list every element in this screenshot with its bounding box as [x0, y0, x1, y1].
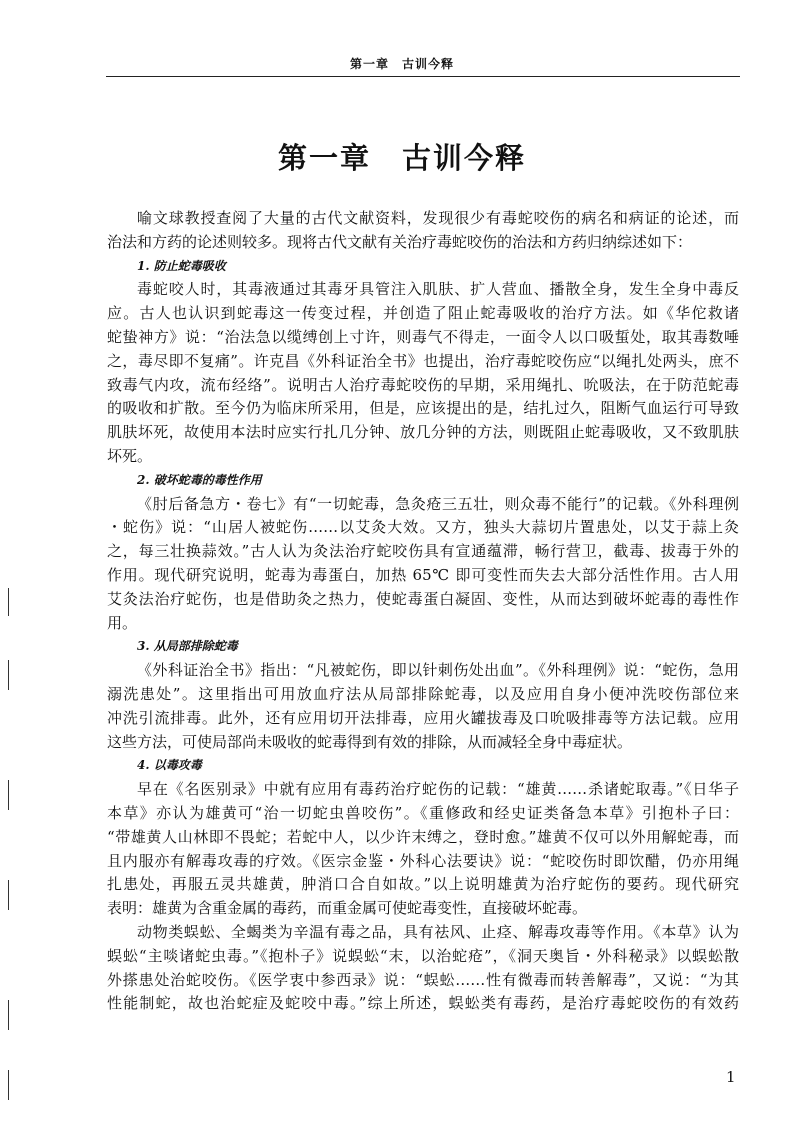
scan-artifact [8, 660, 9, 690]
section-heading [107, 469, 739, 493]
heading-text: 4. 以毒攻毒 [137, 758, 202, 773]
text-line: 冲洗引流排毒。此外，还有应用切开法排毒，应用火罐拔毒及口吮吸排毒等方法记载。应用 [107, 708, 739, 727]
text-line: 性能制蛇，故也治蛇症及蛇咬中毒。”综上所述，蜈蚣类有毒药，是治疗毒蛇咬伤的有效药 [107, 994, 739, 1013]
text-line: 致毒气内攻，流布经络”。说明古人治疗毒蛇咬伤的早期，采用绳扎、吮吸法，在于防范蛇毒 [107, 375, 739, 394]
text-line: 坏死。 [107, 446, 153, 465]
scan-artifact [8, 780, 9, 810]
text-line: 之，毒尽即不复痛”。许克昌《外科证治全书》也提出，治疗毒蛇咬伤应“以绳扎处两头，庶不 [107, 351, 739, 370]
paragraph [107, 278, 739, 468]
text-line: 本草》亦认为雄黄可“治一切蛇虫兽咬伤”。《重修政和经史证类备急本草》引抱朴子曰： [107, 803, 739, 822]
heading-text: 1. 防止蛇毒吸收 [137, 258, 226, 273]
scan-artifact [8, 1000, 9, 1030]
text-line: ・蛇伤》说：“山居人被蛇伤……以艾灸大效。又方，独头大蒜切片置患处，以艾于蒜上灸 [107, 518, 739, 537]
text-line: 表明：雄黄为含重金属的毒药，而重金属可使蛇毒变性，直接破坏蛇毒。 [107, 899, 588, 918]
text-line: “带雄黄人山林即不畏蛇；若蛇中人，以少许末缚之，登时愈。”雄黄不仅可以外用解蛇毒，而 [107, 827, 739, 846]
text-line: 治法和方药的论述则较多。现将古代文献有关治疗毒蛇咬伤的治法和方药归纳综述如下： [107, 232, 693, 251]
text-line: 作用。现代研究说明，蛇毒为毒蛋白，加热 65℃ 即可变性而失去大部分活性作用。古人用 [107, 565, 739, 584]
text-line: 的吸收和扩散。至今仍为临床所采用，但是，应该提出的是，结扎过久，阻断气血运行可导致 [107, 399, 739, 418]
text-line: 外搽患处治蛇咬伤。《医学衷中参西录》说：“蜈蚣……性有微毒而转善解毒”，又说：“为其 [107, 970, 739, 989]
text-line: 这些方法，可使局部尚未吸收的蛇毒得到有效的排除，从而减轻全身中毒症状。 [107, 732, 633, 751]
heading-text: 3. 从局部排除蛇毒 [137, 639, 238, 654]
section-heading [107, 635, 739, 659]
text-line: 且内服亦有解毒攻毒的疗效。《医宗金鉴・外科心法要诀》说：“蛇咬伤时即饮醋，仍亦用绳 [107, 851, 739, 870]
text-line: 之，每三壮换蒜效。”古人认为灸法治疗蛇咬伤具有宣通蕴滞，畅行营卫，截毒、拔毒于外的 [107, 542, 739, 561]
text-line: 艾灸法治疗蛇伤，也是借助灸之热力，使蛇毒蛋白凝固、变性，从而达到破坏蛇毒的毒性作 [107, 589, 739, 608]
text-line: 扎患处，再服五灵共雄黄，肿消口合自如故。”以上说明雄黄为治疗蛇伤的要药。现代研究 [107, 875, 739, 894]
section-heading [107, 754, 739, 778]
text-line: 早在《名医别录》中就有应用有毒药治疗蛇伤的记载：“雄黄……杀诸蛇取毒。”《日华子 [137, 780, 739, 799]
paragraph [107, 493, 739, 636]
text-line: 肌肤坏死，故使用本法时应实行扎几分钟、放几分钟的方法，则既阻止蛇毒吸收，又不致肌肤 [107, 423, 739, 442]
text-line: 蛇蛰神方》说：“治法急以缆缚创上寸许，则毒气不得走，一面令人以口吸蜇处，取其毒数唾 [107, 327, 739, 346]
heading-text: 2. 破坏蛇毒的毒性作用 [137, 472, 262, 487]
text-line: 用。 [107, 613, 138, 632]
text-line: 喻文球教授查阅了大量的古代文献资料，发现很少有毒蛇咬伤的病名和病证的论述，而 [137, 209, 739, 227]
scan-artifact [8, 1070, 9, 1100]
scan-artifact [8, 880, 9, 910]
text-line: 《肘后备急方・卷七》有“一切蛇毒，急灸疮三五壮，则众毒不能行”的记载。《外科理例 [137, 494, 739, 513]
paragraph [107, 659, 739, 754]
paragraph [107, 207, 739, 255]
text-line: 《外科证治全书》指出：“凡被蛇伤，即以针刺伤处出血”。《外科理例》说：“蛇伤，急用 [137, 661, 739, 680]
page-number: 1 [726, 1068, 736, 1086]
running-head: 第一章 古训今释 [349, 57, 454, 71]
text-line: 应。古人也认识到蛇毒这一传变过程，并创造了阻止蛇毒吸收的治疗方法。如《华佗救诸 [107, 304, 739, 323]
body-text [107, 207, 739, 1016]
header-rule [106, 76, 740, 77]
chapter-title: 第一章 古训今释 [277, 141, 526, 175]
scan-artifact [8, 588, 9, 616]
paragraph [107, 778, 739, 921]
text-line: 溺洗患处”。这里指出可用放血疗法从局部排除蛇毒，以及应用自身小便冲洗咬伤部位来 [107, 684, 739, 703]
text-line: 毒蛇咬人时，其毒液通过其毒牙具管注入肌肤、扩人营血、播散全身，发生全身中毒反 [137, 280, 739, 299]
text-line: 蜈蚣“主啖诸蛇虫毒。”《抱朴子》说蜈蚣“末，以治蛇疮”，《洞天奥旨・外科秘录》以蜈蚣散 [107, 946, 739, 965]
paragraph [107, 921, 739, 1016]
text-line: 动物类蜈蚣、全蝎类为辛温有毒之品，具有祛风、止痉、解毒攻毒等作用。《本草》认为 [137, 922, 739, 941]
section-heading [107, 255, 739, 279]
